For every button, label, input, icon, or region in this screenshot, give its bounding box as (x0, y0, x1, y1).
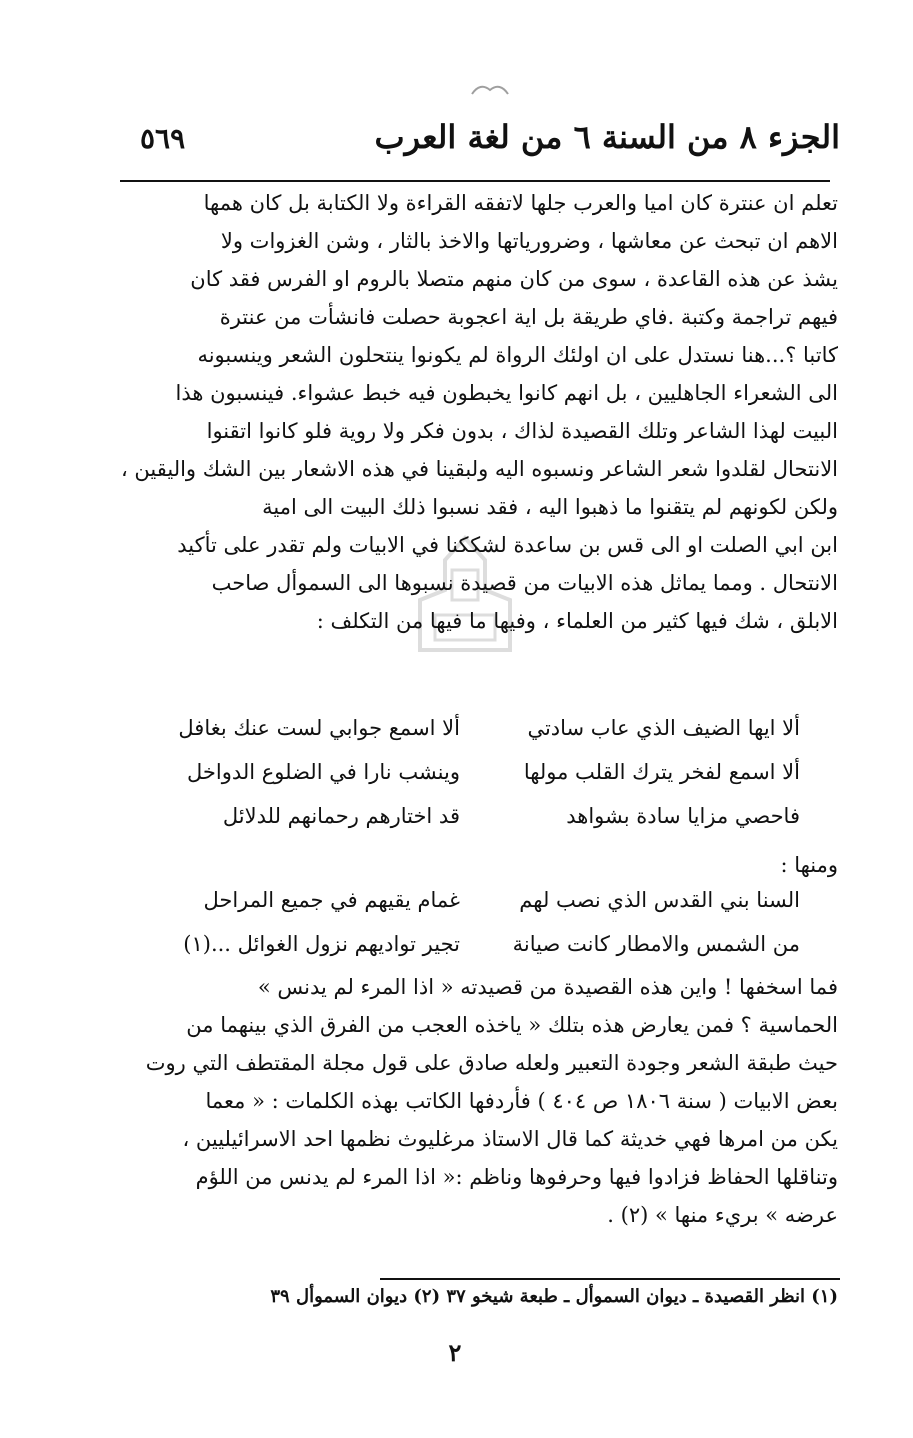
text-line: الاهم ان تبحث عن معاشها ، وضرورياتها والاخذ بالثار ، وشن الغزوات ولا (220, 229, 838, 253)
verse-second-hemistich: ألا اسمع جوابي لست عنك بغافل (178, 716, 460, 740)
verse-second-hemistich: قد اختارهم رحمانهم للدلائل (222, 804, 460, 828)
poem-block-1 (140, 716, 800, 848)
text-line: تعلم ان عنترة كان اميا والعرب جلها لاتفقه القراءة ولا الكتابة بل كان همها (203, 191, 838, 215)
verse-second-hemistich: غمام يقيهم في جميع المراحل (203, 888, 460, 912)
running-header (140, 118, 840, 174)
text-line: حيث طبقة الشعر وجودة التعبير ولعله صادق على قول مجلة المقتطف التي روت (145, 1051, 838, 1075)
verse-first-hemistich: ألا اسمع لفخر يترك القلب مولها (523, 760, 800, 784)
folio-number: ٢ (448, 1338, 462, 1367)
text-line: كاتبا ؟...هنا نستدل على ان اولئك الرواة لم يكونوا ينتحلون الشعر وينسبونه (197, 343, 838, 367)
text-line: الحماسية ؟ فمن يعارض هذه بتلك « ياخذه العجب من الفرق الذي بينهما من (186, 1013, 838, 1037)
verse (140, 888, 800, 932)
header-rule (120, 180, 830, 182)
body-text-continued (118, 968, 838, 1234)
paragraph-3 (118, 968, 838, 1234)
text-line: فيهم تراجمة وكتبة .فاي طريقة بل اية اعجوبة حصلت فانشأت من عنترة (219, 305, 838, 329)
text-line: الانتحال لقلدوا شعر الشاعر ونسبوه اليه ولبقينا في هذه الاشعار بين الشك واليقين ، (120, 457, 838, 481)
paragraph-1 (118, 184, 838, 640)
verse-first-hemistich: ألا ايها الضيف الذي عاب سادتي (527, 716, 800, 740)
poem-intro (118, 846, 838, 884)
header-title: الجزء ٨ من السنة ٦ من لغة العرب (374, 118, 840, 156)
header-page-number: ٥٦٩ (140, 122, 186, 155)
poem-block-2 (140, 888, 800, 976)
text-line: ابن ابي الصلت او الى قس بن ساعدة لشككنا في الابيات ولم تقدر على تأكيد (177, 533, 838, 557)
verse (140, 804, 800, 848)
text-line: ومنها : (780, 853, 838, 877)
footnote: (١) انظر القصيدة ـ ديوان السموأل ـ طبعة شيخو ٣٧ (٢) ديوان السموأل ٣٩ (270, 1286, 838, 1307)
text-line: البيت لهذا الشاعر وتلك القصيدة لذاك ، بدون فكر ولا روية فلو كانوا اتقنوا (206, 419, 838, 443)
body-text (118, 184, 838, 640)
verse-first-hemistich: من الشمس والامطار كانت صيانة (512, 932, 800, 956)
verse-first-hemistich: فاحصي مزايا سادة بشواهد (566, 804, 800, 828)
text-line: ولكن لكونهم لم يتقنوا ما ذهبوا اليه ، فقد نسبوا ذلك البيت الى امية (262, 495, 838, 519)
text-line: الى الشعراء الجاهليين ، بل انهم كانوا يخبطون فيه خبط عشواء. فينسبون هذا (175, 381, 838, 405)
verse (140, 760, 800, 804)
text-line: وتناقلها الحفاظ فزادوا فيها وحرفوها وناظم :« اذا المرء لم يدنس من اللؤم (195, 1165, 838, 1189)
text-line: بعض الابيات ( سنة ١٨٠٦ ص ٤٠٤ ) فأردفها الكاتب بهذه الكلمات : « معما (205, 1089, 838, 1113)
ornament-mark (470, 80, 510, 100)
text-line: فما اسخفها ! واين هذه القصيدة من قصيدته « اذا المرء لم يدنس » (257, 975, 838, 999)
verse-second-hemistich: وينشب نارا في الضلوع الدواخل (186, 760, 460, 784)
verse-first-hemistich: السنا بني القدس الذي نصب لهم (519, 888, 800, 912)
text-line: عرضه » بريء منها » (٢) . (607, 1203, 838, 1227)
text-line: يكن من امرها فهي خديثة كما قال الاستاذ مرغليوث نظمها احد الاسرائيليين ، (182, 1127, 838, 1151)
verse-second-hemistich: تجير تواديهم نزول الغوائل ...(١) (183, 932, 460, 956)
text-line: الابلق ، شك فيها كثير من العلماء ، وفيها ما فيها من التكلف : (316, 609, 838, 633)
text-line: يشذ عن هذه القاعدة ، سوى من كان منهم متصلا بالروم او الفرس فقد كان (190, 267, 838, 291)
verse (140, 716, 800, 760)
footnote-rule (380, 1278, 840, 1280)
text-line: الانتحال . ومما يماثل هذه الابيات من قصيدة نسبوها الى السموأل صاحب (211, 571, 838, 595)
